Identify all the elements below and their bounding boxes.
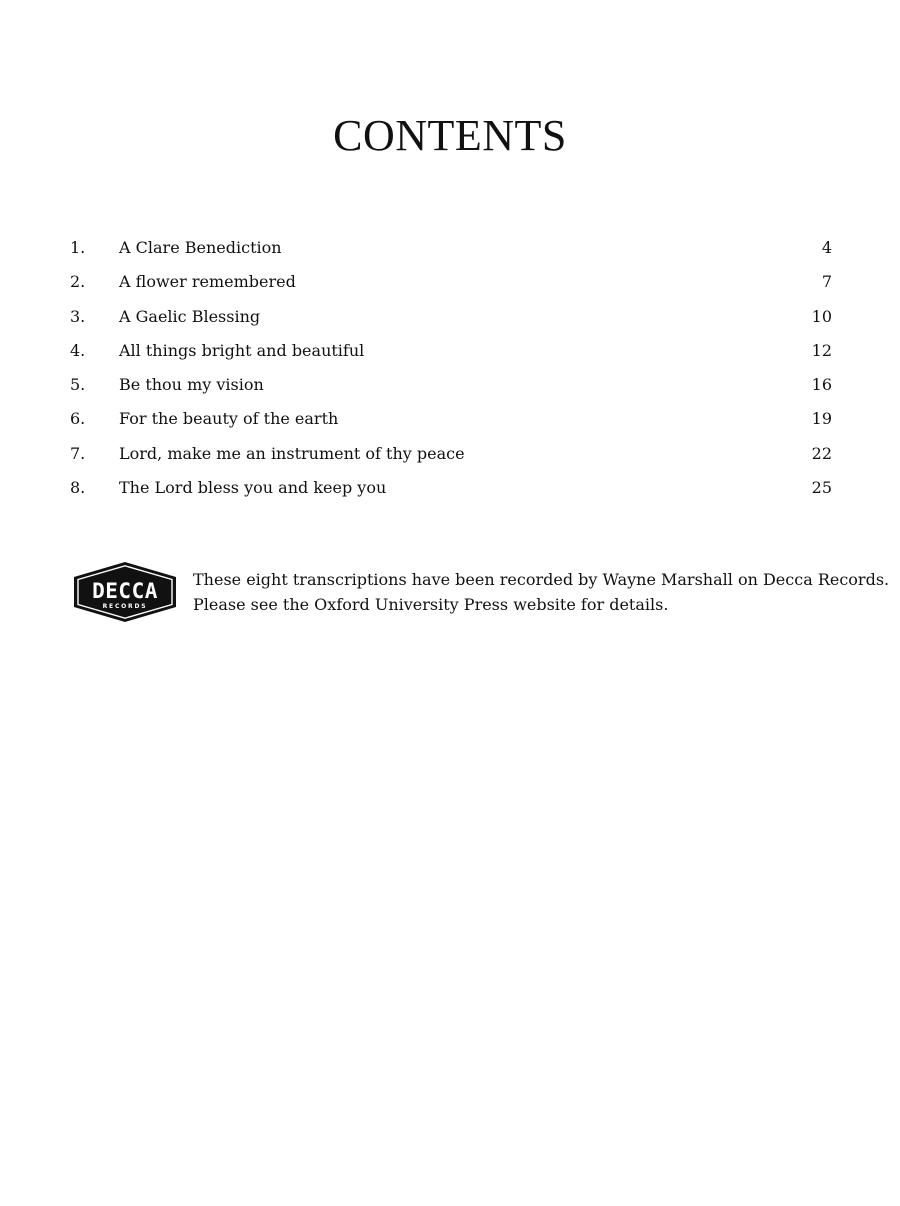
decca-records-logo-icon	[70, 561, 180, 623]
toc-number: 2.	[70, 272, 86, 292]
toc-row	[70, 402, 832, 436]
recording-note-text	[193, 567, 890, 617]
toc-row	[70, 300, 832, 334]
toc-number: 7.	[70, 443, 86, 463]
toc-number: 5.	[70, 375, 86, 395]
toc-page-number: 22	[811, 443, 832, 463]
toc-page-number: 25	[811, 478, 832, 498]
toc-row	[70, 334, 832, 368]
toc-number: 1.	[70, 238, 86, 257]
logo-sub-text: RECORDS	[102, 603, 148, 610]
note-line-2: Please see the Oxford University Press website for details.	[193, 595, 669, 614]
toc-row	[70, 265, 832, 299]
toc-page-number: 16	[811, 375, 832, 395]
toc-page-number: 12	[811, 340, 832, 360]
page-title: CONTENTS	[333, 111, 567, 160]
toc-row	[70, 368, 832, 402]
toc-number: 8.	[70, 478, 86, 498]
toc-title: Be thou my vision	[119, 375, 264, 395]
toc-title: A Gaelic Blessing	[119, 306, 261, 326]
toc-title: The Lord bless you and keep you	[119, 478, 387, 498]
note-line-1: These eight transcriptions have been recorded by Wayne Marshall on Decca Records.	[193, 570, 890, 589]
toc-title: A Clare Benediction	[119, 238, 282, 257]
toc-title: For the beauty of the earth	[119, 409, 339, 429]
recording-note	[70, 561, 890, 625]
logo-brand-text: DECCA	[92, 579, 158, 603]
toc-number: 3.	[70, 306, 86, 326]
toc-row	[70, 471, 832, 505]
toc-row	[70, 231, 832, 265]
toc-number: 6.	[70, 409, 86, 429]
toc-page-number: 7	[821, 272, 832, 292]
toc-number: 4.	[70, 340, 86, 360]
contents-list	[70, 231, 832, 505]
toc-title: Lord, make me an instrument of thy peace	[119, 443, 465, 463]
toc-row	[70, 437, 832, 471]
toc-page-number: 4	[821, 238, 832, 257]
toc-title: A flower remembered	[119, 272, 296, 292]
toc-page-number: 19	[811, 409, 832, 429]
toc-page-number: 10	[811, 306, 832, 326]
toc-title: All things bright and beautiful	[119, 340, 365, 360]
